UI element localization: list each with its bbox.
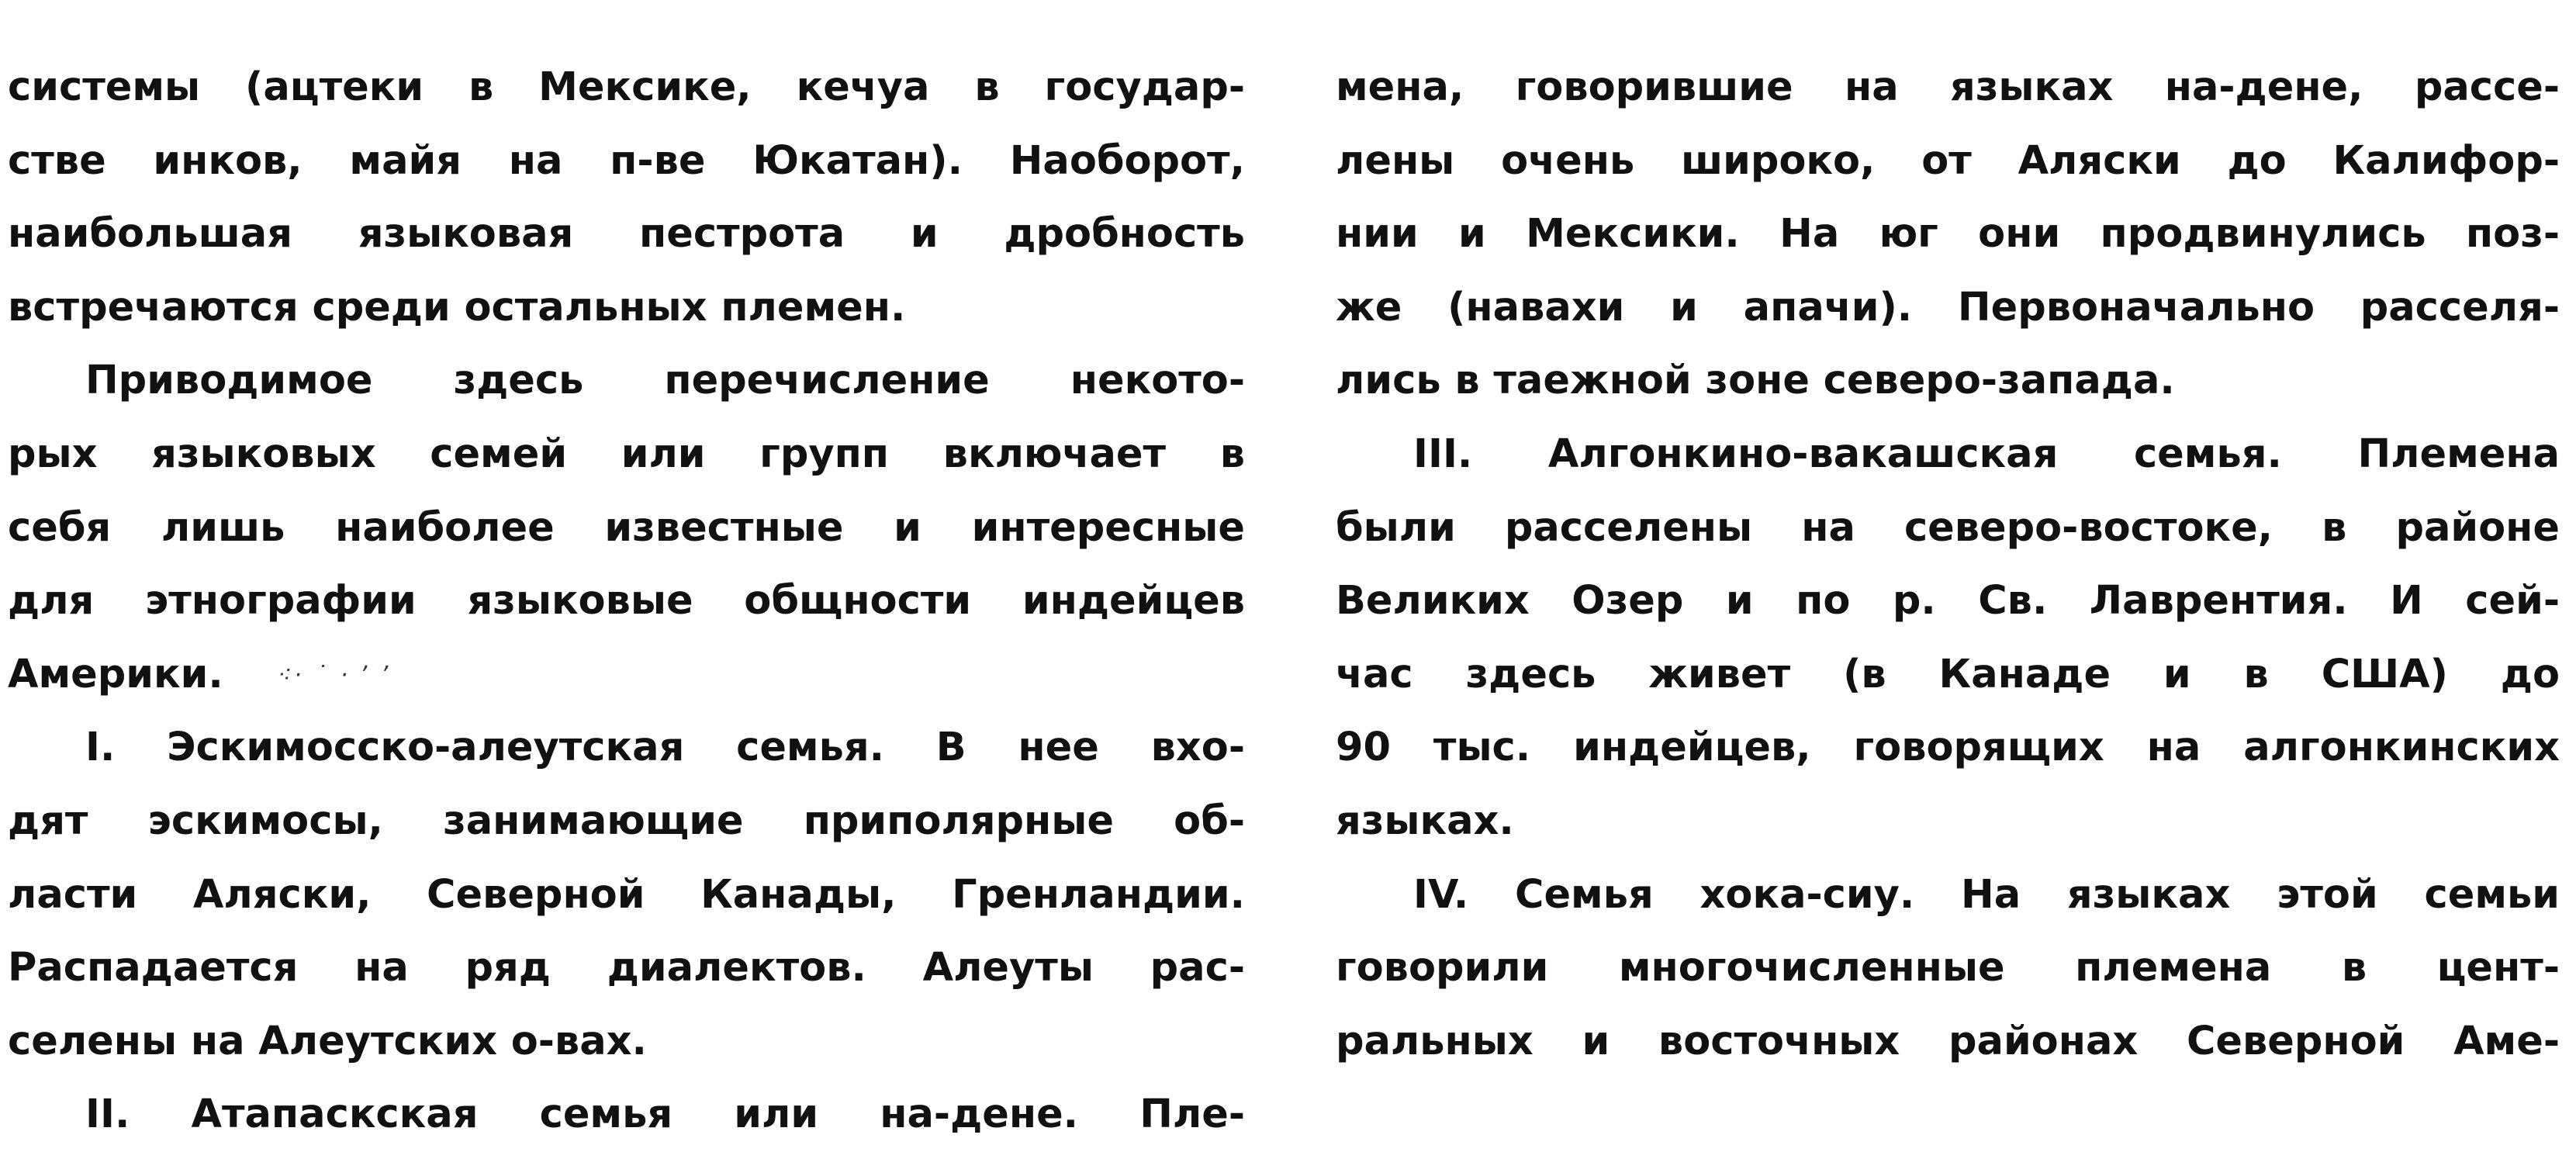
left-text-column: [8, 51, 1245, 1152]
text-line: [1336, 492, 2560, 566]
text-line: [8, 125, 1245, 199]
text-line-content: час здесь живет (в Канаде и в США) до: [1336, 651, 2560, 697]
text-line: [8, 198, 1245, 272]
text-line: [1336, 198, 2560, 272]
text-line: [1336, 565, 2560, 638]
text-line-content: I. Эскимосско-алеутская семья. В нее вхо-: [85, 725, 1245, 771]
text-line-content: рых языковых семей или групп включает в: [8, 431, 1245, 477]
text-line: [8, 711, 1245, 785]
text-line: [1336, 344, 2560, 418]
text-line: [8, 785, 1245, 859]
text-line-content: дят эскимосы, занимающие приполярные об-: [8, 797, 1245, 844]
text-line-content: мена, говорившие на языках на-дене, рассе-: [1336, 64, 2560, 110]
text-line-content: себя лишь наиболее известные и интересные: [8, 504, 1245, 551]
text-line: [1336, 272, 2560, 345]
text-line-content: Великих Озер и по р. Св. Лаврентия. И сей-: [1336, 578, 2560, 624]
text-line-content: стве инков, майя на п-ве Юкатан). Наоборот,: [8, 137, 1245, 184]
text-line: [8, 492, 1245, 566]
text-line: [1336, 51, 2560, 125]
text-line-content: же (навахи и апачи). Первоначально расселя-: [1336, 284, 2560, 330]
text-line-content: встречаются среди остальных племен.: [8, 284, 906, 330]
text-line: [8, 344, 1245, 418]
text-line: [1336, 785, 2560, 859]
text-line-content: для этнографии языковые общности индейцев: [8, 578, 1245, 624]
handwritten-scribble-mark: ⁖· ˙ · ʼ ʼ: [277, 662, 393, 690]
text-line-content: языках.: [1336, 797, 1514, 844]
text-line: [8, 1005, 1245, 1079]
text-line-content: были расселены на северо-востоке, в районе: [1336, 504, 2560, 551]
text-line-content: ласти Аляски, Северной Канады, Гренландии.: [8, 871, 1245, 918]
text-line: [1336, 1005, 2560, 1079]
text-line-content: Распадается на ряд диалектов. Алеуты рас-: [8, 945, 1245, 991]
text-line: [1336, 638, 2560, 712]
text-line: [8, 272, 1245, 345]
text-line: [1336, 711, 2560, 785]
text-line: [1336, 932, 2560, 1005]
text-line-content: нии и Мексики. На юг они продвинулись поз-: [1336, 211, 2560, 258]
right-text-column: [1336, 51, 2560, 1078]
text-line: [1336, 125, 2560, 199]
text-line-content: лись в таежной зоне северо-запада.: [1336, 358, 2175, 404]
text-line-content: системы (ацтеки в Мексике, кечуа в государ-: [8, 64, 1245, 110]
text-line-content: Америки.: [8, 651, 223, 697]
text-line-content: III. Алгонкино-вакашская семья. Племена: [1413, 431, 2560, 477]
text-line: [1336, 859, 2560, 932]
text-line-content: селены на Алеутских о-вах.: [8, 1018, 647, 1064]
text-line-content: IV. Семья хока-сиу. На языках этой семьи: [1413, 871, 2560, 918]
text-line: [1336, 418, 2560, 492]
text-line: [8, 638, 1245, 712]
text-line-content: говорили многочисленные племена в цент-: [1336, 945, 2560, 991]
text-line-content: наибольшая языковая пестрота и дробность: [8, 211, 1245, 258]
text-line: [8, 51, 1245, 125]
text-line-content: Приводимое здесь перечисление некото-: [85, 358, 1245, 404]
text-line-content: ральных и восточных районах Северной Аме-: [1336, 1018, 2560, 1064]
text-line-content: 90 тыс. индейцев, говорящих на алгонкинских: [1336, 725, 2560, 771]
text-line-content: лены очень широко, от Аляски до Калифор-: [1336, 137, 2560, 184]
text-line: [8, 418, 1245, 492]
text-line: [8, 859, 1245, 932]
text-line: [8, 932, 1245, 1005]
text-line: [8, 565, 1245, 638]
text-line-content: II. Атапаскская семья или на-дене. Пле-: [85, 1091, 1245, 1138]
